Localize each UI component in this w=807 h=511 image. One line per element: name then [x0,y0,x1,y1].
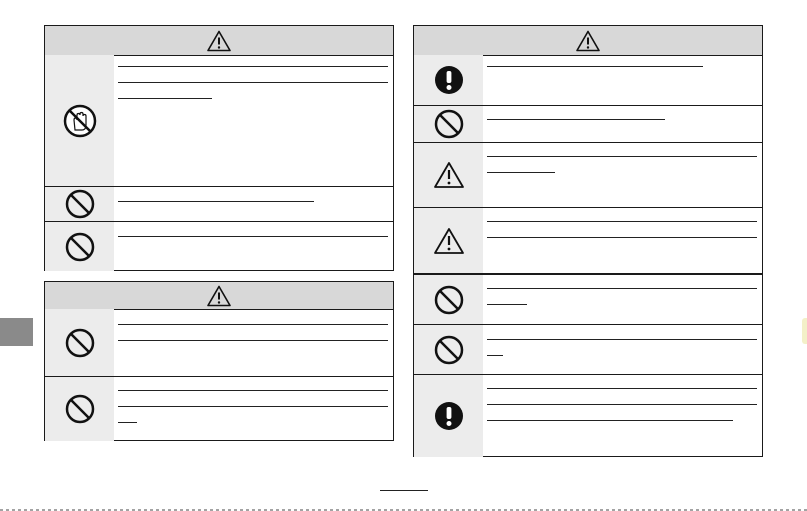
text-line [487,119,665,120]
text-line [487,404,757,405]
text-line [487,288,757,289]
caution-triangle-icon [433,161,465,189]
warning-row [45,221,393,271]
panel-header [414,26,762,56]
icon-cell [414,375,483,457]
text-line [487,221,757,222]
mandatory-exclamation-icon [434,401,464,431]
text-line [118,201,314,202]
warning-row [414,273,762,324]
icon-cell [414,106,483,142]
text-line [487,156,757,157]
warning-triangle-icon [206,284,232,307]
warning-triangle-icon [575,29,601,52]
text-line [118,406,388,407]
prohibition-circle-icon [64,188,96,220]
page-number-rule [380,490,428,491]
prohibition-circle-icon [433,284,465,316]
icon-cell [45,222,114,271]
caution-panel-left-bottom [44,281,394,441]
text-line [118,98,212,99]
mandatory-exclamation-icon [434,65,464,95]
icon-cell [414,275,483,324]
icon-cell [414,55,483,105]
warning-row [414,55,762,105]
warning-row [45,186,393,221]
text-line [487,420,733,421]
icon-cell [45,377,114,441]
text-line [118,390,388,391]
text-line [487,388,757,389]
text-line [487,237,757,238]
text-line [118,340,388,341]
warning-row [414,105,762,142]
icon-cell [45,309,114,376]
text-line [118,82,388,83]
prohibition-circle-icon [64,327,96,359]
caution-row [45,376,393,441]
icon-cell [45,55,114,186]
text-line [487,66,703,67]
warning-panel-left-top [44,25,394,271]
text-line [487,339,757,340]
warning-row [414,142,762,207]
text-line [118,324,388,325]
panel-header [45,282,393,310]
warning-row [414,207,762,273]
edge-marker [802,318,807,344]
text-line [487,172,555,173]
caution-row [45,309,393,376]
text-line [118,236,388,237]
text-line [487,304,527,305]
text-line [118,66,388,67]
warning-row [414,374,762,457]
caution-triangle-icon [433,227,465,255]
warning-triangle-icon [206,29,232,52]
text-line [487,355,503,356]
prohibition-circle-icon [433,334,465,366]
panel-header [45,26,393,56]
warning-row [45,55,393,186]
prohibition-circle-icon [64,231,96,263]
icon-cell [414,208,483,273]
warning-row [414,324,762,374]
icon-cell [414,143,483,207]
prohibition-circle-icon [64,393,96,425]
icon-cell [414,325,483,374]
icon-cell [45,187,114,221]
prohibition-circle-icon [433,108,465,140]
warning-panel-right [413,25,763,457]
section-tab [0,318,33,346]
text-line [118,422,137,423]
no-touch-hand-icon [62,103,98,139]
